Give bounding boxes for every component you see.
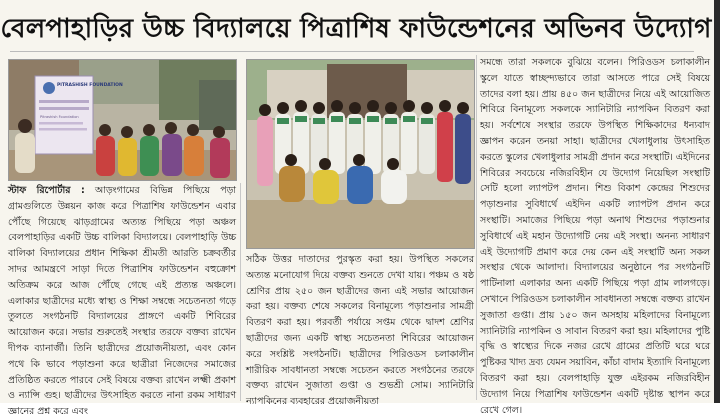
banner-title: PITRASHISH FOUNDATION: [57, 83, 123, 88]
byline: স্টাফ রিপোর্টার :: [8, 185, 85, 196]
column-rule-1: [240, 183, 241, 401]
photo-students-group: [246, 59, 475, 249]
headline: বেলপাহাড়ির উচ্চ বিদ্যালয়ে পিত্রাশিষ ফাউন্ডেশনের অভিনব উদ্যোগ: [0, 12, 712, 48]
article-text-1: আড়ংগামের বিভিন্ন পিছিয়ে পড়া গ্রামগুলিতে উন্নয়ন কাজ করে পিত্রাশিষ ফাউন্ডেশন এবার পৌঁছে গিয়েছে ঝাড়গ্রামের অত্যন্ত পিছিয়ে পড়া অঞ্চল বেলপাহাড়ির একটি উচ্চ বালিকা বিদ্যালয়ে। বেলপাহাড়ি উচ্চ বালিকা বিদ্যালয়ের প্রধান শিক্ষিকা শ্রীমতী আরতি চক্রবর্তীর সাদর আমন্ত্রণে সাড়া দিতে পিত্রাশিষ ফাউন্ডেশন বহুক্রোশ অতিক্রম করে আজ পৌঁছে গেছে এই প্রত্যন্ত অঞ্চলে। এলাকার ছাত্রীদের মধ্যে স্বাস্থ্য ও শিক্ষা সম্বন্ধে সচেতনতা গড়ে তুলতে সংগঠনটি বিদ্যালয়ের প্রাঙ্গণে একটি শিবিরের আয়োজন করে। সভার শুরুতেই সংস্থার তরফে বক্তব্য রাখেন দীপক ব্যানার্জী। তিনি ছাত্রীদের প্রয়োজনীয়তা, এবং কোন পথে কি ভাবে পড়াশুনা করে ছাত্রীরা নিজেদের সমাজের প্রতিষ্ঠিত করতে পারবে সেই বিষয়ে বক্তব্য রাখেন লক্ষ্মী প্রকাশ ও ন্যান্সি গুহ। ছাত্রীদের উৎসাহিত করতে নানা রকম সাধারণ জ্ঞানের প্রশ্ন করে এবং: [8, 185, 236, 418]
photo-banner-event: [8, 59, 237, 181]
article-column-3: [480, 55, 710, 416]
banner-line: Pitrashish Foundation: [40, 115, 79, 119]
article-column-1: [8, 183, 236, 418]
photo-banner-event-image: [9, 60, 236, 180]
page-edge: [714, 0, 720, 403]
photo-students-group-image: [247, 60, 474, 248]
article-text-2: সঠিক উত্তর দাতাদের পুরস্কৃত করা হয়। উপস্থিত সকলের অত্যন্ত মনোযোগ দিয়ে বক্তব্য শুনতে দেখা যায়। পঞ্চম ও ষষ্ঠ শ্রেণির প্রায় ২৫০ জন ছাত্রীদের জন্য এই সভার আয়োজন করা হয়। বক্তব্য শেষে সকলের বিনামূল্যে পড়াশুনার সামগ্রী বিতরণ করা হয়। পরবর্তী পর্যায়ে সপ্তম থেকে দ্বাদশ শ্রেণির ছাত্রীদের জন্য একটি স্বাস্থ্য সচেতনতা শিবিরের আয়োজন করে সংশ্লিষ্ট সংগঠনটি। ছাত্রীদের পিরিওডস চলাকালীন শারীরিক সাবধানতা সম্বন্ধে সচেতন করতে সংগঠনের তরফে বক্তব্য রাখেন সুজাতা গুপ্তা ও শুভশ্রী সোম। স্যানিটারি ন্যাপকিনের ব্যবহারের প্রয়োজনীয়তা: [246, 254, 474, 408]
article-text-3: সমন্ধে তারা সকলকে বুঝিয়ে বলেন। পিরিওডস চলাকালীন স্কুলে যাতে স্বাচ্ছন্দ্যভাবে তারা আসতে পারে সেই বিষয়ে তাদের বলা হয়। প্রায় ৪৫০ জন ছাত্রীদের নিয়ে এই আয়োজিত শিবিরে বিনামূল্যে সকলকে স্যানিটারি ন্যাপকিন বিতরণ করা হয়। সর্বশেষে সংস্থার তরফে উপস্থিত শিক্ষিকাদের ধন্যবাদ জ্ঞাপন করেন তনয়া সাহা। ছাত্রীদের খেলাধুলায় উৎসাহিত করতে স্কুলের খেলাধুলার সামগ্রী প্রদান করে সংস্থাটি। এইদিনের শিবিরের সবচেয়ে নজিরবিহীন যে উদ্যোগ নিয়েছিল সংস্থাটি সেটি হলো ল্যাপটপ প্রদান। শিশু বিকাশ কেন্দ্রের শিশুদের পড়াশুনার সুবিধার্থে এইদিন একটি ল্যাপটপ প্রদান করে সংস্থাটি। সমাজের পিছিয়ে পড়া অনাথ শিশুদের পড়াশুনার সুবিধার্থে এই মহান উদ্যোগটি নেয় এই সংস্থা। অনন্য সাধারণ এই উদ্যোগটি প্রমাণ করে দেয় কেন এই সংস্থাটি অন্য সকল সংস্থার থেকে আলাদা। বিদ্যালয়ের অনুষ্ঠানে পর সংগঠনটি পাটিনালা এলাকার অন্য একটি পিছিয়ে পড়া গ্রাম লালগড়ে। সেখানে পিরিওডস চলাকালীন সাবধানতা সম্বন্ধে বক্তব্য রাখেন সুজাতা গুপ্তা। প্রায় ১৫০ জন অসহায় মহিলাদের বিনামূল্যে স্যানিটারি ন্যাপকিন ও সাবান বিতরণ করা হয়। মহিলাদের পুষ্টি বৃদ্ধি ও স্বাস্থ্যের দিকে নজর রেখে গ্রামের প্রতিটি ঘরে ঘরে পুষ্টিকর খাদ্য দ্রব্য যেমন সয়াবিন, কাঁচা বাদাম ইত্যাদি বিনামূল্যে বিতরণ করা হয়। বেলপাহাড়ি যুক্ত এইরকম নজিরবিহীন উদ্যোগ নিয়ে পিত্রাশিষ ফাউন্ডেশন একটি দৃষ্টান্ত স্থাপন করে রেখে গেল।: [480, 57, 710, 416]
column-rule-2: [476, 55, 477, 400]
article-column-2: [246, 252, 474, 408]
